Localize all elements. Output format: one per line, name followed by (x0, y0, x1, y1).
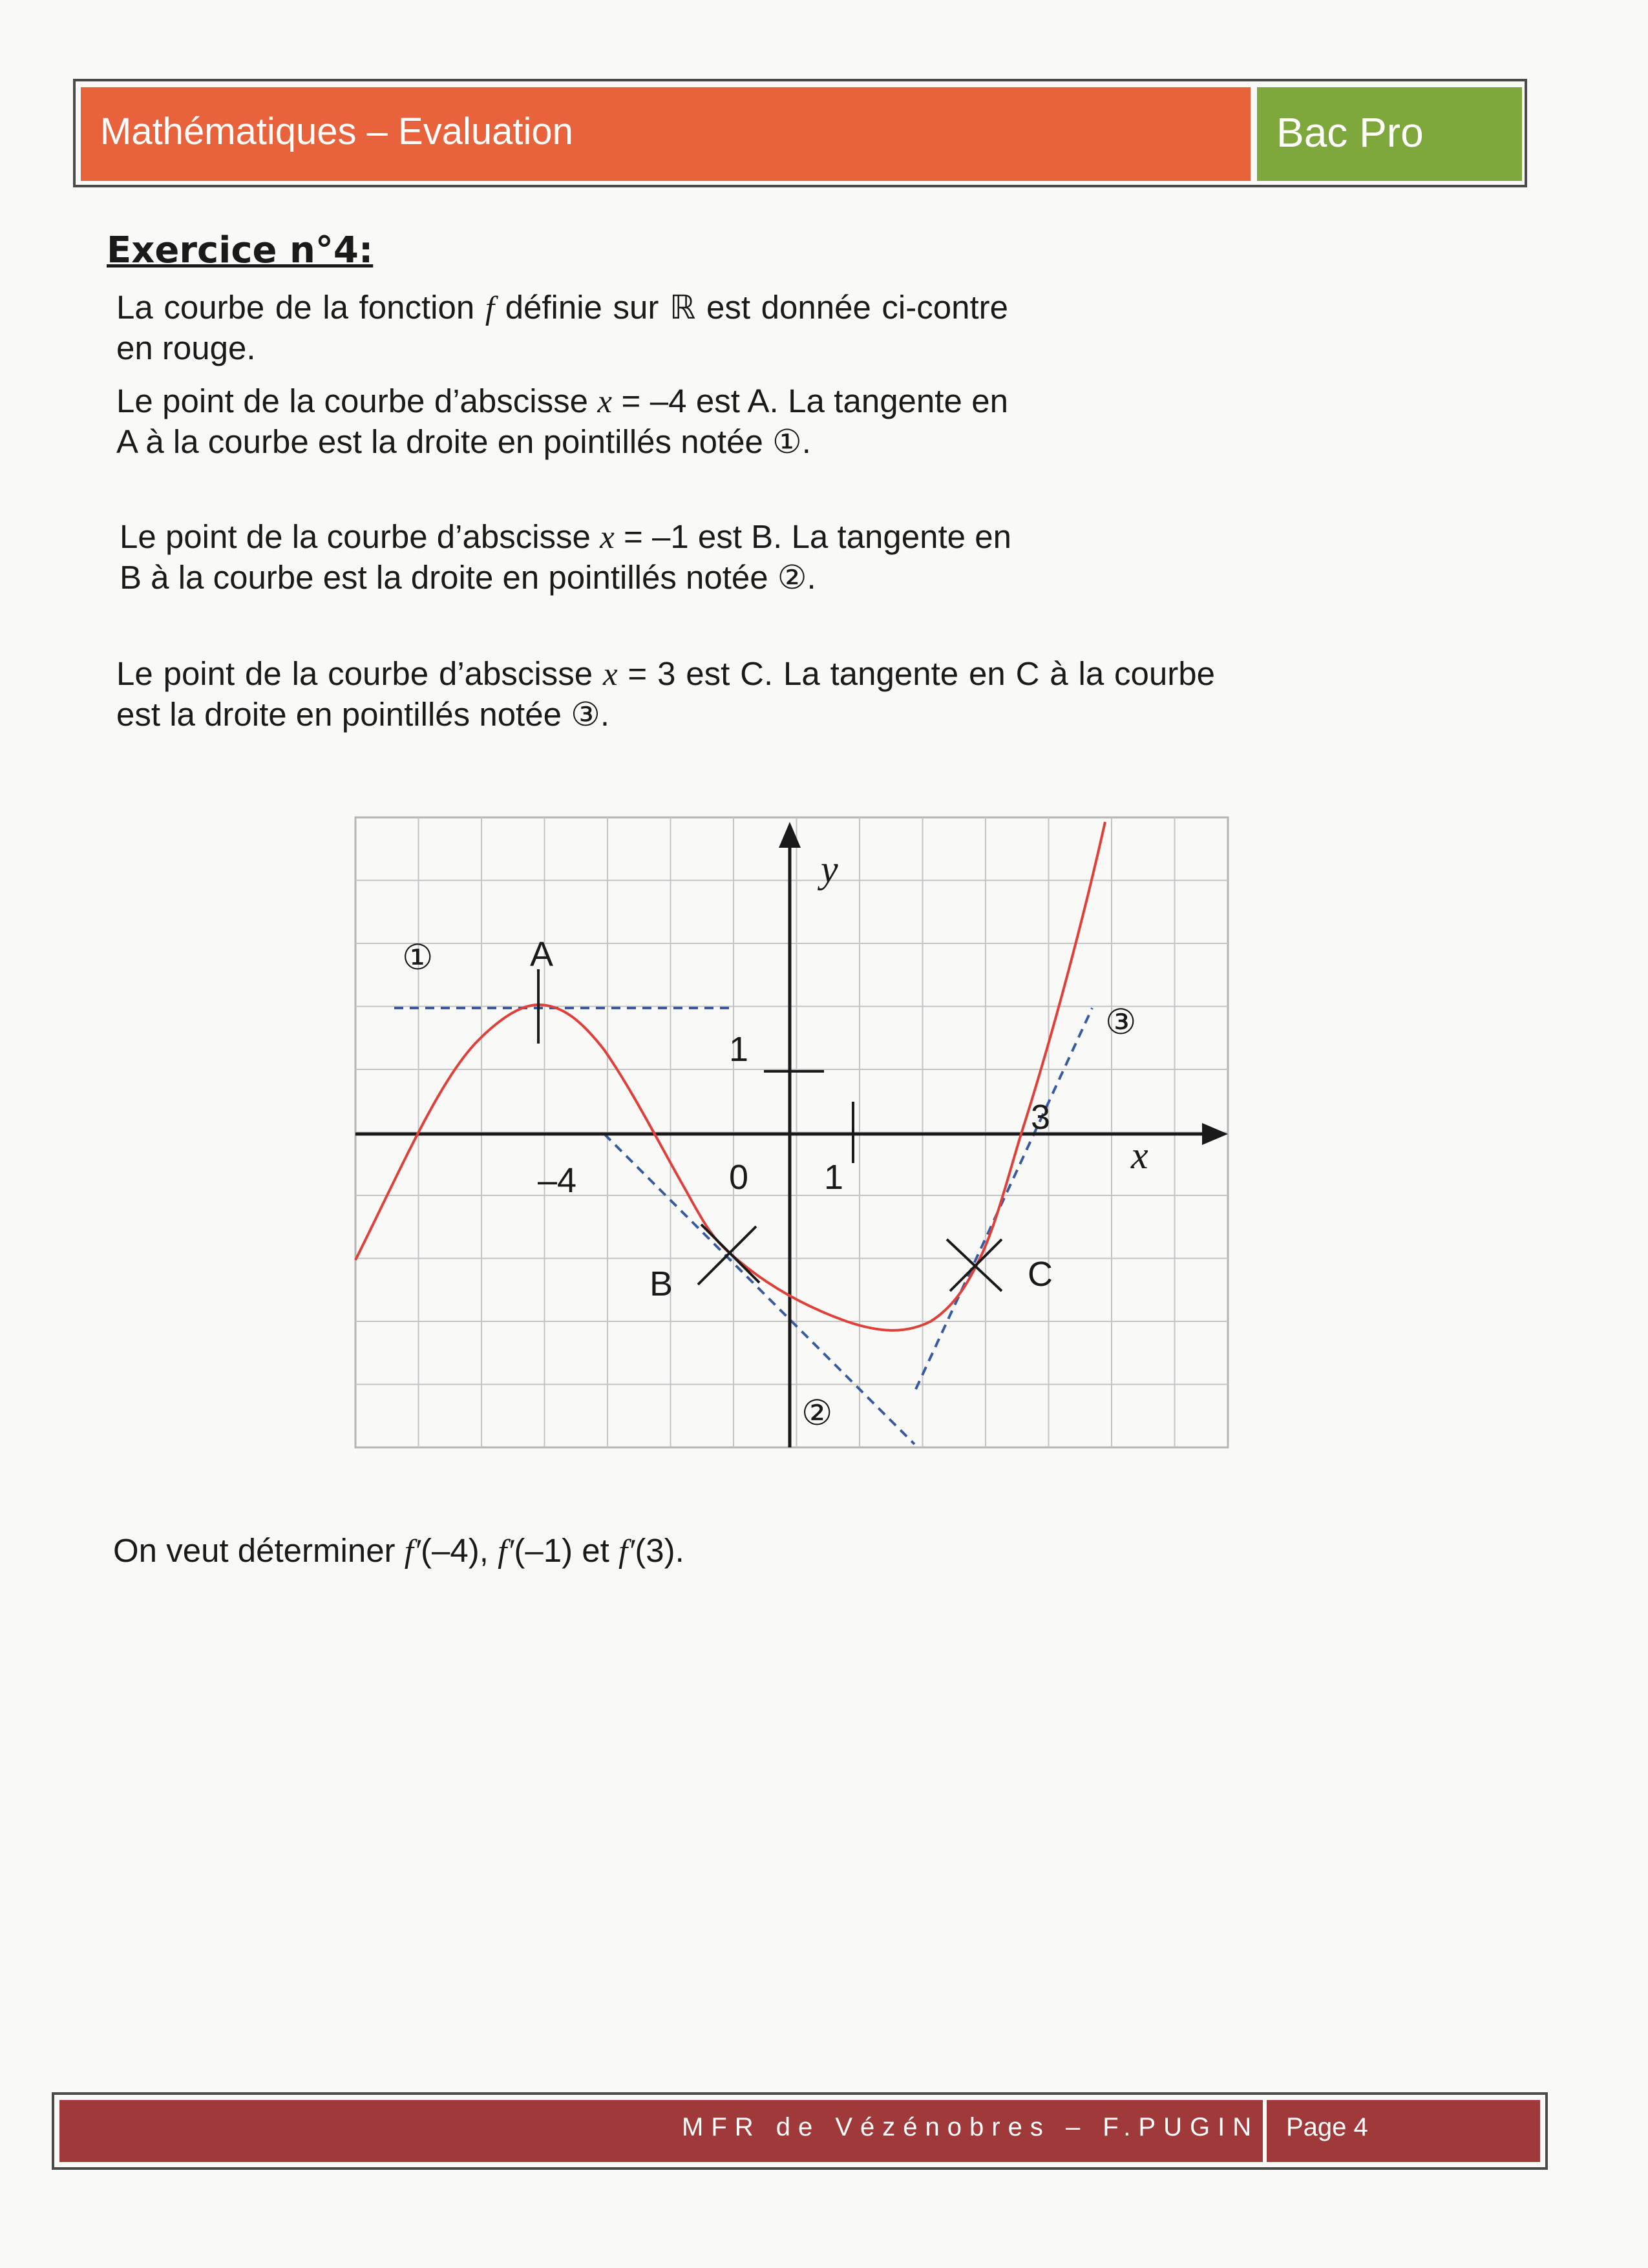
label-point-c: C (1028, 1255, 1053, 1294)
p4-text-b: = 3 est C. La tangente en C à la courbe est la droite en pointillés notée ③. (116, 655, 1215, 733)
p3-text-b: = –1 est B. La tangente en B à la courbe est la droite en pointillés notée ②. (120, 518, 1011, 596)
exercise-title: Exercice n°4: (107, 229, 374, 271)
question-c: (–1) et (514, 1532, 618, 1569)
header-title: Mathématiques – Evaluation (100, 110, 573, 152)
paragraph-point-b (120, 517, 1011, 598)
variable-x: x (600, 520, 615, 556)
p1-text-a: La courbe de la fonction (116, 289, 485, 326)
p3-text-a: Le point de la courbe d’abscisse (120, 518, 600, 555)
label-tangent-3: ③ (1105, 1003, 1137, 1042)
function-symbol: f (485, 290, 494, 326)
paragraph-curve-description (116, 288, 1008, 368)
label-minus-four: –4 (538, 1161, 577, 1200)
label-y-unit: 1 (729, 1030, 749, 1069)
y-axis-arrow (779, 822, 801, 848)
label-tangent-1: ① (402, 938, 434, 977)
label-point-b: B (650, 1265, 673, 1303)
paragraph-point-a (116, 381, 1008, 462)
p4-text-a: Le point de la courbe d’abscisse (116, 655, 603, 692)
label-y-axis: y (821, 848, 838, 890)
p1-text-b: définie sur ℝ est donnée ci-contre en rouge. (116, 289, 1008, 366)
paragraph-point-c (116, 654, 1215, 735)
label-three: 3 (1031, 1098, 1051, 1137)
label-point-a: A (530, 935, 554, 974)
derivative-symbol: f′ (498, 1533, 514, 1570)
question-b: (–4), (421, 1532, 498, 1569)
header-badge: Bac Pro (1276, 109, 1424, 156)
question-text (113, 1531, 684, 1570)
label-origin: 0 (729, 1158, 749, 1197)
x-axis-arrow (1202, 1123, 1228, 1145)
tangent-line-3 (916, 1008, 1092, 1389)
p2-text-a: Le point de la courbe d’abscisse (116, 383, 598, 419)
label-tangent-2: ② (801, 1394, 833, 1433)
variable-x: x (597, 384, 613, 420)
footer-page-number: Page 4 (1286, 2113, 1368, 2141)
footer-author: MFR de Vézénobres – F.PUGIN (682, 2113, 1260, 2141)
question-a: On veut déterminer (113, 1532, 405, 1569)
function-graph (349, 808, 1241, 1454)
question-d: (3). (635, 1532, 684, 1569)
label-x-unit: 1 (824, 1158, 844, 1197)
label-x-axis: x (1131, 1134, 1148, 1177)
derivative-symbol: f′ (404, 1533, 421, 1570)
variable-x: x (602, 656, 618, 693)
derivative-symbol: f′ (618, 1533, 635, 1570)
p2-text-b: = –4 est A. La tangente en A à la courbe est la droite en pointillés notée ①. (116, 383, 1008, 460)
